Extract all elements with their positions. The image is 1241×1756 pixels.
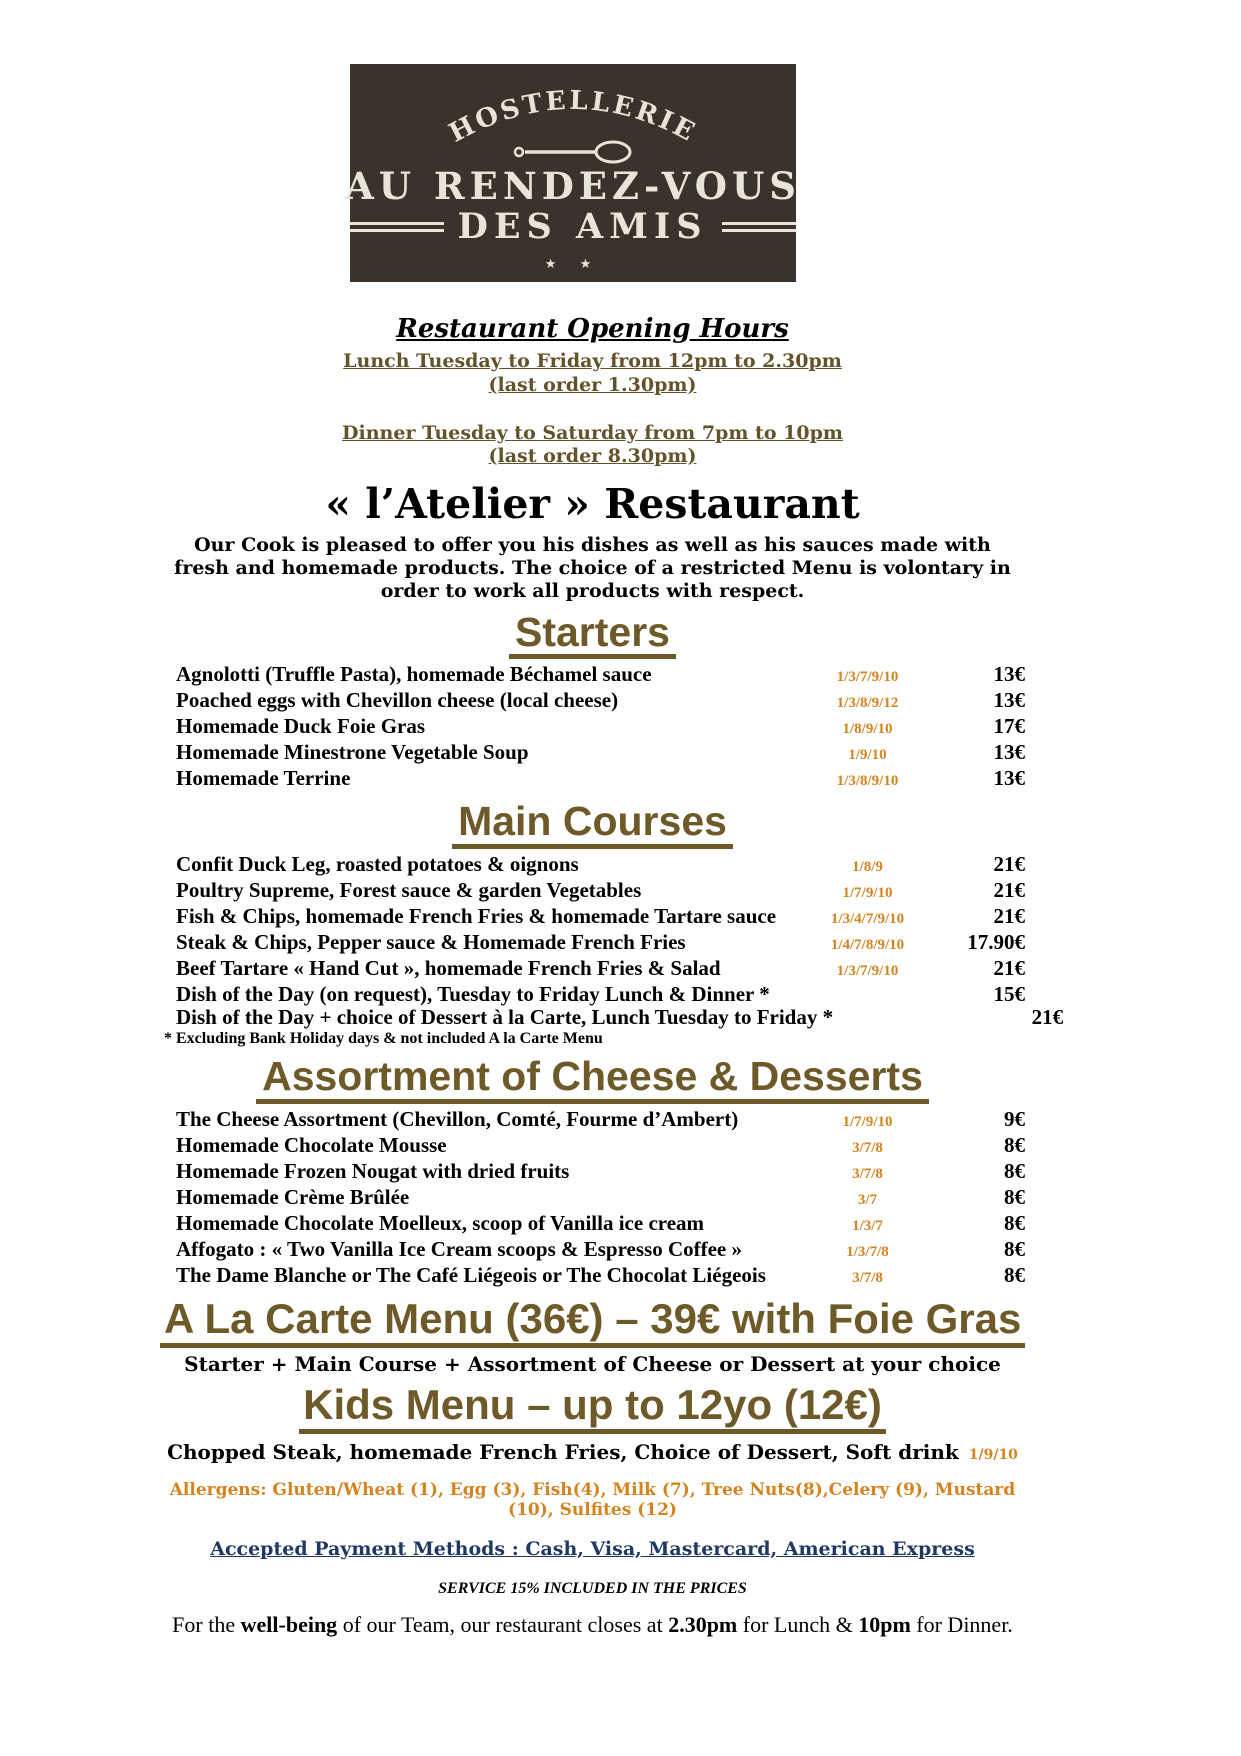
logo-name-line2-row	[350, 206, 796, 247]
menu-item-allergens: 1/3/8/9/10	[836, 773, 899, 790]
menu-item-allergens: 1/3/7/9/10	[836, 963, 899, 980]
menu-item-price: 8€	[1004, 1185, 1025, 1209]
menu-item-name: Homemade Chocolate Mousse	[176, 1133, 447, 1157]
menu-item-row	[160, 1186, 1025, 1212]
menu-item-row	[160, 1238, 1025, 1264]
menu-section	[160, 798, 1064, 1048]
closing-segment-bold: 10pm	[858, 1611, 911, 1637]
menu-item-name: Homemade Frozen Nougat with dried fruits	[176, 1159, 570, 1183]
menu-item-name: Homemade Duck Foie Gras	[176, 714, 426, 739]
section-rows	[160, 663, 1025, 793]
menu-item-name: Steak & Chips, Pepper sauce & Homemade French Fries	[176, 930, 686, 955]
section-footnote: * Excluding Bank Holiday days & not included A la Carte Menu	[164, 1030, 603, 1048]
menu-item-allergens: 1/4/7/8/9/10	[830, 937, 905, 954]
menu-item-price: 17.90€	[967, 930, 1025, 955]
section-title: Main Courses	[452, 801, 733, 849]
menu-item-price: 17€	[993, 714, 1025, 739]
menu-item-row	[160, 879, 1025, 905]
menu-item-price: 21€	[993, 956, 1025, 981]
section-title: Starters	[509, 612, 676, 660]
menu-item-price: 21€	[993, 904, 1025, 929]
menu-item-name: Affogato : « Two Vanilla Ice Cream scoops & Espresso Coffee »	[176, 1237, 742, 1261]
menu-item-name: Homemade Crème Brûlée	[176, 1185, 410, 1209]
menu-item-price: 13€	[993, 766, 1025, 791]
menu-section	[160, 608, 1025, 794]
dinner-last-order: (last order 8.30pm)	[488, 445, 697, 468]
menu-item-allergens: 3/7/8	[852, 1166, 883, 1182]
menu-item-row	[160, 741, 1025, 767]
menu-item-row	[160, 1264, 1025, 1290]
closing-segment-bold: 2.30pm	[668, 1611, 738, 1637]
menu-item-row	[160, 689, 1025, 715]
menu-item-name: The Cheese Assortment (Chevillon, Comté, Fourme d’Ambert)	[176, 1107, 739, 1131]
logo-name-line1: AU RENDEZ-VOUS	[345, 164, 801, 208]
menu-item-price: 13€	[993, 740, 1025, 765]
menu-item-name: Confit Duck Leg, roasted potatoes & oignons	[176, 852, 579, 877]
menu-item-name: Dish of the Day + choice of Dessert à la Carte, Lunch Tuesday to Friday *	[176, 1005, 834, 1030]
closing-segment-bold: well-being	[240, 1611, 338, 1637]
menu-item-row	[160, 957, 1025, 983]
kids-menu-title: Kids Menu – up to 12yo (12€)	[299, 1384, 886, 1434]
menu-item-row	[160, 663, 1025, 689]
kids-menu-item-name: Chopped Steak, homemade French Fries, Choice of Dessert, Soft drink	[167, 1439, 959, 1464]
closing-segment: for Lunch &	[737, 1611, 859, 1637]
spoon-icon	[503, 138, 643, 166]
menu-item-price: 13€	[993, 688, 1025, 713]
menu-item-row	[160, 983, 1025, 1006]
menu-item-name: Homemade Minestrone Vegetable Soup	[176, 740, 529, 765]
menu-sections	[160, 608, 1064, 1290]
menu-item-row	[160, 905, 1025, 931]
restaurant-title: « l’Atelier » Restaurant	[325, 480, 860, 528]
service-included-line: SERVICE 15% INCLUDED IN THE PRICES	[438, 1579, 747, 1597]
menu-item-price: 8€	[1004, 1237, 1025, 1261]
menu-item-allergens: 1/8/9/10	[842, 721, 893, 738]
menu-item-row	[160, 1005, 1064, 1030]
menu-item-price: 8€	[1004, 1211, 1025, 1235]
menu-item-name: Poultry Supreme, Forest sauce & garden Vegetables	[176, 878, 642, 903]
menu-item-allergens: 3/7	[857, 1192, 878, 1208]
menu-item-allergens: 1/8/9	[852, 859, 883, 876]
svg-text:HOSTELLERIE: HOSTELLERIE	[444, 85, 702, 149]
menu-item-row	[160, 767, 1025, 793]
dinner-hours-line: Dinner Tuesday to Saturday from 7pm to 10pm	[342, 421, 843, 444]
logo-stars: ★ ★	[544, 256, 602, 271]
menu-item-allergens: 1/7/9/10	[842, 885, 893, 902]
menu-item-price: 9€	[1004, 1107, 1025, 1131]
lunch-last-order: (last order 1.30pm)	[488, 373, 697, 396]
closing-hours-line	[160, 1612, 1025, 1638]
menu-item-name: Beef Tartare « Hand Cut », homemade French Fries & Salad	[176, 956, 721, 981]
menu-item-price: 8€	[1004, 1263, 1025, 1287]
menu-item-row	[160, 1212, 1025, 1238]
menu-item-row	[160, 1160, 1025, 1186]
menu-item-row	[160, 1108, 1025, 1134]
allergens-legend: Allergens: Gluten/Wheat (1), Egg (3), Fish(4), Milk (7), Tree Nuts(8),Celery (9), Mustard (10), Sulfites (12)	[169, 1479, 1016, 1520]
restaurant-description: Our Cook is pleased to offer you his dishes as well as his sauces made with fresh and homemade products. The choice of a restricted Menu is volontary in order to work all products with respect.	[174, 534, 1011, 603]
menu-item-price: 8€	[1004, 1159, 1025, 1183]
opening-hours-title: Restaurant Opening Hours	[396, 314, 789, 344]
menu-item-row	[160, 715, 1025, 741]
menu-item-allergens: 1/3/7/9/10	[836, 669, 899, 686]
menu-item-price: 13€	[993, 662, 1025, 687]
menu-item-allergens: 1/9/10	[848, 747, 887, 764]
closing-segment: for Dinner.	[910, 1611, 1013, 1637]
menu-item-price: 21€	[993, 878, 1025, 903]
menu-item-allergens: 3/7/8	[852, 1140, 883, 1156]
menu-item-allergens: 1/3/7/8	[846, 1244, 889, 1260]
menu-item-allergens: 1/7/9/10	[842, 1114, 893, 1130]
menu-item-row	[160, 931, 1025, 957]
logo-name-line2: DES AMIS	[457, 206, 708, 247]
restaurant-logo	[345, 64, 801, 282]
menu-item-name: Agnolotti (Truffle Pasta), homemade Béchamel sauce	[176, 662, 652, 687]
menu-item-name: Dish of the Day (on request), Tuesday to Friday Lunch & Dinner *	[176, 982, 770, 1007]
lunch-hours-line: Lunch Tuesday to Friday from 12pm to 2.30pm	[343, 350, 842, 372]
double-rule-right	[722, 222, 796, 232]
kids-menu-item	[160, 1440, 1025, 1464]
menu-item-row	[160, 853, 1025, 879]
menu-content	[160, 300, 1064, 1638]
menu-item-name: The Dame Blanche or The Café Liégeois or The Chocolat Liégeois	[176, 1263, 766, 1287]
a-la-carte-title: A La Carte Menu (36€) – 39€ with Foie Gras	[160, 1298, 1025, 1348]
menu-item-allergens: 3/7/8	[852, 1270, 883, 1286]
menu-item-price: 21€	[993, 852, 1025, 877]
menu-item-name: Poached eggs with Chevillon cheese (local cheese)	[176, 688, 619, 713]
section-title: Assortment of Cheese & Desserts	[256, 1056, 929, 1104]
closing-segment: For the	[172, 1611, 241, 1637]
section-rows	[160, 852, 1064, 1030]
menu-item-price: 8€	[1004, 1133, 1025, 1157]
closing-segment: of our Team, our restaurant closes at	[337, 1611, 669, 1637]
payment-methods-line: Accepted Payment Methods : Cash, Visa, Mastercard, American Express	[210, 1537, 975, 1560]
kids-menu-allergens: 1/9/10	[968, 1446, 1018, 1463]
menu-section	[160, 1053, 1025, 1290]
double-rule-left	[350, 222, 444, 232]
menu-item-price: 21€	[1031, 1005, 1064, 1030]
menu-item-allergens: 1/3/8/9/12	[836, 695, 899, 712]
menu-item-name: Fish & Chips, homemade French Fries & homemade Tartare sauce	[176, 904, 777, 929]
menu-item-row	[160, 1134, 1025, 1160]
menu-item-name: Homemade Chocolate Moelleux, scoop of Vanilla ice cream	[176, 1211, 705, 1235]
section-rows	[160, 1108, 1025, 1290]
a-la-carte-subtitle: Starter + Main Course + Assortment of Cheese or Dessert at your choice	[184, 1351, 1001, 1376]
menu-item-price: 15€	[993, 982, 1025, 1007]
menu-item-allergens: 1/3/4/7/9/10	[830, 911, 905, 928]
menu-item-allergens: 1/3/7	[852, 1218, 883, 1234]
menu-item-name: Homemade Terrine	[176, 766, 351, 791]
